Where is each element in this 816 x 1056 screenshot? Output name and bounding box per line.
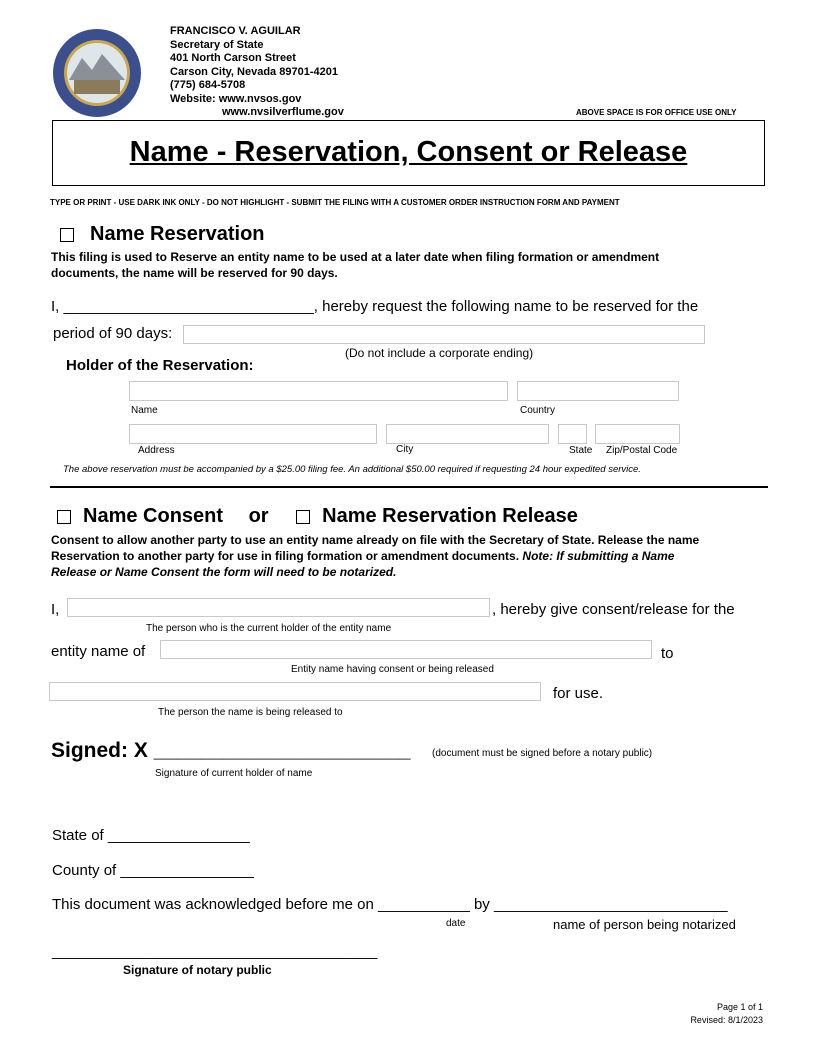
consent-desc: Consent to allow another party to use an entity name already on file with the Secretary of State. Release the name bbox=[51, 533, 700, 547]
signed-note: (document must be signed before a notary public) bbox=[432, 748, 653, 759]
secretary-name: FRANCISCO V. AGUILAR bbox=[170, 25, 301, 37]
website-2: www.nvsilverflume.gov bbox=[222, 106, 344, 118]
holder-country-input[interactable] bbox=[517, 381, 679, 401]
reservation-heading: Name Reservation bbox=[90, 223, 265, 245]
notarize-note: Note: If submitting a Name bbox=[522, 549, 675, 563]
notary-signature-label: Signature of notary public bbox=[123, 963, 272, 977]
office-use-note: ABOVE SPACE IS FOR OFFICE USE ONLY bbox=[576, 108, 737, 117]
holder-city-input[interactable] bbox=[386, 424, 549, 444]
date-label: date bbox=[446, 918, 466, 929]
reservation-desc-2: documents, the name will be reserved for 90 days. bbox=[51, 266, 338, 280]
nevada-seal-logo bbox=[52, 28, 142, 118]
name-consent-checkbox[interactable] bbox=[57, 510, 71, 524]
state-of: State of _________________ bbox=[52, 827, 250, 844]
reservation-desc: This filing is used to Reserve an entity name to be used at a later date when filing formation or amendment bbox=[51, 250, 660, 264]
signed-line[interactable]: Signed: X ______________________ bbox=[51, 739, 411, 762]
phone: (775) 684-5708 bbox=[170, 79, 246, 91]
website-1: Website: www.nvsos.gov bbox=[170, 92, 302, 105]
or-label: or bbox=[248, 505, 269, 527]
secretary-title: Secretary of State bbox=[170, 38, 264, 51]
city-label: City bbox=[396, 444, 414, 455]
fee-note: The above reservation must be accompanied by a $25.00 filing fee. An additional $50.00 required if requesting 24 hour expedited service. bbox=[63, 464, 641, 475]
consent-heading: Name Consent bbox=[83, 505, 224, 527]
period-note: (Do not include a corporate ending) bbox=[345, 346, 534, 360]
to-label: to bbox=[661, 645, 674, 662]
for-use-label: for use. bbox=[553, 685, 604, 702]
release-heading: Name Reservation Release bbox=[322, 505, 578, 527]
revised-date: Revised: 8/1/2023 bbox=[690, 1015, 763, 1025]
notarize-note-2: Release or Name Consent the form will need to be notarized. bbox=[51, 565, 397, 579]
notary-signature-line: _______________________________________ bbox=[52, 943, 378, 960]
acknowledgment: This document was acknowledged before me on ___________ by ____________________________ bbox=[52, 896, 728, 913]
i-label: I, bbox=[51, 601, 60, 618]
reserved-name-input[interactable] bbox=[183, 325, 705, 344]
notarized-name-label: name of person being notarized bbox=[553, 917, 736, 932]
period-label: period of 90 days: bbox=[53, 325, 173, 342]
holder-note: The person who is the current holder of the entity name bbox=[146, 623, 392, 634]
holder-heading: Holder of the Reservation: bbox=[66, 357, 254, 374]
holder-state-input[interactable] bbox=[558, 424, 587, 444]
county-of: County of ________________ bbox=[52, 862, 254, 879]
instructions: TYPE OR PRINT - USE DARK INK ONLY - DO NOT HIGHLIGHT - SUBMIT THE FILING WITH A CUSTOMER ORDER INSTRUCTION FORM AND PAYMENT bbox=[50, 198, 620, 207]
entity-note: Entity name having consent or being released bbox=[291, 664, 494, 675]
holder-address-input[interactable] bbox=[129, 424, 377, 444]
address-line-1: 401 North Carson Street bbox=[170, 52, 296, 64]
address-label: Address bbox=[138, 445, 175, 456]
holder-zip-input[interactable] bbox=[595, 424, 680, 444]
page-number: Page 1 of 1 bbox=[716, 1002, 763, 1012]
reservation-request-line: I, ______________________________, hereby request the following name to be reserved for the bbox=[51, 298, 699, 315]
signature-label: Signature of current holder of name bbox=[155, 768, 313, 779]
holder-name-input[interactable] bbox=[129, 381, 508, 401]
current-holder-input[interactable] bbox=[67, 598, 490, 617]
address-line-2: Carson City, Nevada 89701-4201 bbox=[170, 65, 338, 78]
released-to-note: The person the name is being released to bbox=[158, 707, 343, 718]
state-label: State bbox=[569, 445, 593, 456]
page-title: Name - Reservation, Consent or Release bbox=[129, 136, 688, 168]
name-label: Name bbox=[131, 405, 158, 416]
section-divider bbox=[50, 486, 768, 488]
zip-label: Zip/Postal Code bbox=[606, 445, 678, 456]
country-label: Country bbox=[520, 405, 556, 416]
name-release-checkbox[interactable] bbox=[296, 510, 310, 524]
entity-name-input[interactable] bbox=[160, 640, 652, 659]
name-reservation-checkbox[interactable] bbox=[60, 228, 74, 242]
entity-name-label: entity name of bbox=[51, 643, 146, 660]
hereby-text: , hereby give consent/release for the bbox=[492, 601, 735, 618]
consent-desc-2: Reservation to another party for use in filing formation or amendment documents. bbox=[51, 549, 520, 563]
released-to-input[interactable] bbox=[49, 682, 541, 701]
title-box bbox=[52, 120, 765, 186]
